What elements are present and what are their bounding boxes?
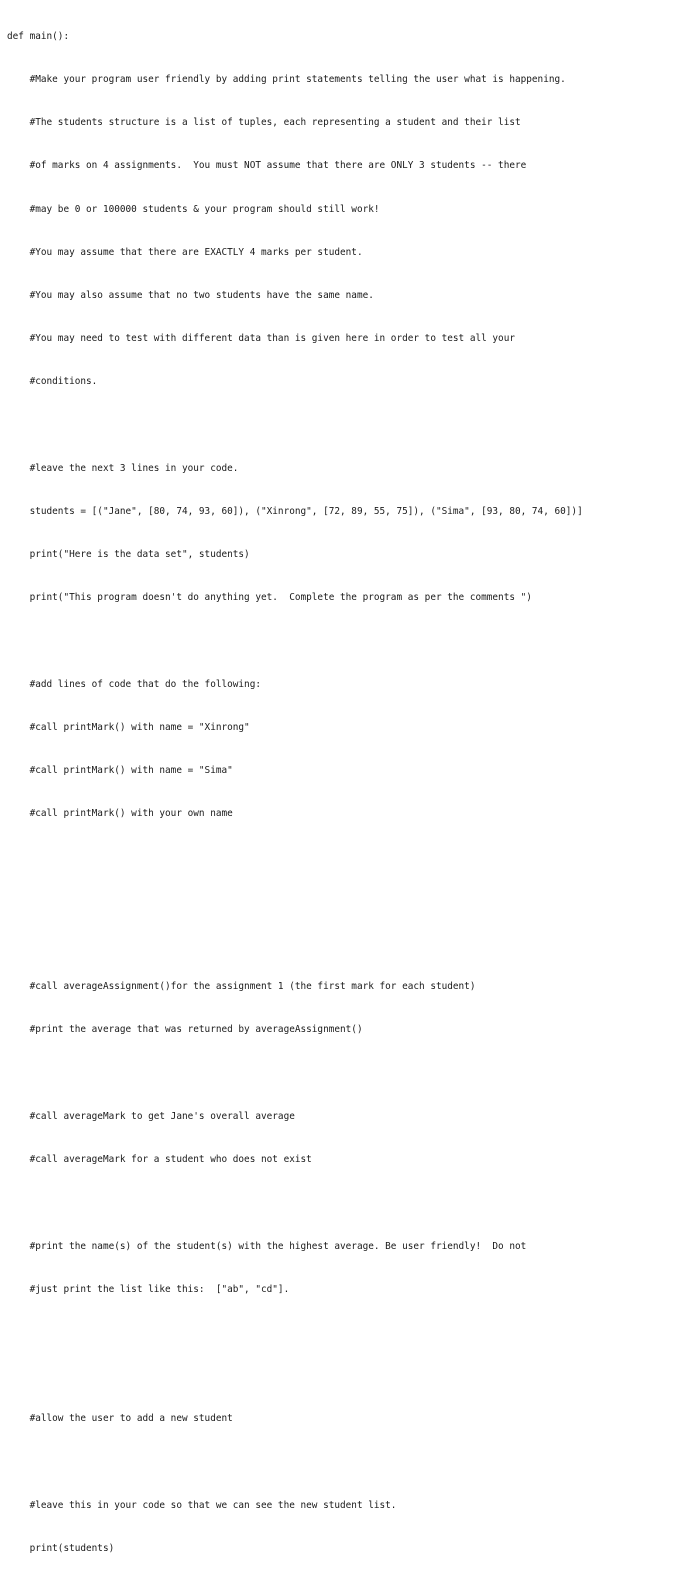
code-line-comment: #leave the next 3 lines in your code. [7,462,239,474]
code-line-print: print("This program doesn't do anything yet. Complete the program as per the comments ") [7,592,532,604]
code-line-comment: #call printMark() with name = "Sima" [7,765,233,777]
code-line-comment: #allow the user to add a new student [7,1413,233,1425]
code-line-blank [7,1369,700,1383]
code-line-comment: #may be 0 or 100000 students & your program should still work! [7,203,380,215]
code-line-blank [7,894,700,908]
code-line-print-students: print(students) [7,1542,115,1554]
code-line-comment: #of marks on 4 assignments. You must NOT assume that there are ONLY 3 students -- there [7,160,527,172]
code-line-comment: #call averageMark to get Jane's overall average [7,1110,295,1122]
code-line-comment: #conditions. [7,376,98,388]
code-line-blank [7,635,700,649]
code-line-comment: #call averageMark for a student who does not exist [7,1154,312,1166]
code-line-blank [7,1456,700,1470]
code-line-def-main: def main(): [7,30,70,42]
code-line-blank [7,419,700,433]
code-line-comment: #The students structure is a list of tuples, each representing a student and their list [7,117,521,129]
code-line-blank [7,1326,700,1340]
code-line-blank [7,1067,700,1081]
code-line-comment: #leave this in your code so that we can see the new student list. [7,1499,397,1511]
code-line-comment: #just print the list like this: ["ab", "cd"]. [7,1283,290,1295]
code-line-comment: #You may need to test with different data than is given here in order to test all your [7,333,515,345]
code-line-students-assignment: students = [("Jane", [80, 74, 93, 60]), ("Xinrong", [72, 89, 55, 75]), ("Sima", [93, 80, 74, 60])] [7,506,583,518]
code-line-comment: #call averageAssignment()for the assignment 1 (the first mark for each student) [7,981,476,993]
code-line-print: print("Here is the data set", students) [7,549,250,561]
code-line-blank [7,937,700,951]
code-line-comment: #add lines of code that do the following: [7,678,261,690]
code-line-comment: #Make your program user friendly by adding print statements telling the user what is happening. [7,74,566,86]
code-line-comment: #call printMark() with name = "Xinrong" [7,722,250,734]
code-line-blank [7,851,700,865]
code-line-comment: #call printMark() with your own name [7,808,233,820]
code-line-comment: #You may also assume that no two students have the same name. [7,290,374,302]
code-line-comment: #print the average that was returned by averageAssignment() [7,1024,363,1036]
code-line-comment: #You may assume that there are EXACTLY 4 marks per student. [7,246,363,258]
code-line-comment: #print the name(s) of the student(s) with the highest average. Be user friendly! Do not [7,1240,527,1252]
code-line-blank [7,1196,700,1210]
